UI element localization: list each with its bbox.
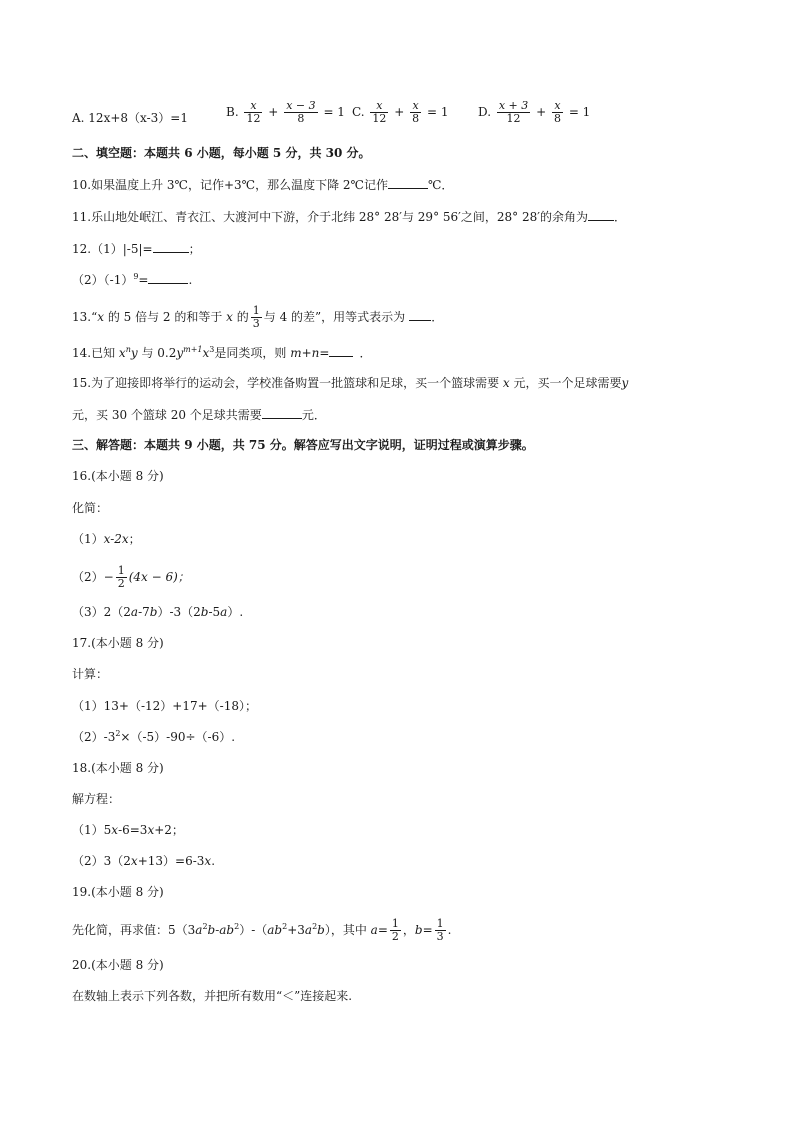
question-16-title: 16.(本小题 8 分) <box>72 469 164 483</box>
question-12-part-2: $(2)(-1)^9=$ . <box>72 272 193 287</box>
option-b: B. $\frac{x}{12}$ + $\frac{x - 3}{8}$ = 1 <box>226 99 345 125</box>
question-18-part-2: （2）3（2x+13）=6-3x. <box>72 854 216 868</box>
answer-blank[interactable] <box>262 406 302 419</box>
fraction: $\frac{x}{12}$ <box>246 99 261 125</box>
section-heading-fill-in: 二、填空题：本题共 6 小题，每小题 5 分，共 30 分。 <box>72 146 371 160</box>
question-18-part-1: （1）5x-6=3x+2； <box>72 823 184 837</box>
option-d: D. $\frac{x + 3}{12}$ + $\frac{x}{8}$ = 1 <box>478 99 591 125</box>
question-19-body: 先化简，再求值：$5(3a^2b-ab^2)-(ab^2+3a^2b)$，其中 a= $\frac{1}{2}$ ，b= $\frac{1}{3}$ . <box>72 917 452 943</box>
question-18-intro: 解方程： <box>72 792 121 806</box>
fraction: $\frac{x - 3}{8}$ <box>286 99 316 125</box>
answer-blank[interactable] <box>409 308 431 321</box>
question-16-part-2: （2）− $\frac{1}{2}$ (4x − 6)； <box>72 564 190 590</box>
fraction: $\frac{1}{3}$ <box>252 304 260 330</box>
fraction: $\frac{x}{8}$ <box>412 99 420 125</box>
question-17-part-1: （1）13+（-12）+17+（-18）； <box>72 699 257 713</box>
answer-blank[interactable] <box>388 176 428 189</box>
question-14: 14.已知 $x^ny$ 与 $0.2y^{m+1}x^3$是同类项，则 m+n= ． <box>72 345 372 360</box>
question-20-title: 20.(本小题 8 分) <box>72 958 164 972</box>
question-20-body: 在数轴上表示下列各数，并把所有数用“＜”连接起来. <box>72 989 353 1003</box>
answer-blank[interactable] <box>588 208 614 221</box>
fraction: $\frac{1}{2}$ <box>391 917 399 943</box>
question-16-part-3: （3）2（2a-7b）-3（2b-5a）. <box>72 605 244 619</box>
question-11: 11.乐山地处岷江、青衣江、大渡河中下游，介于北纬 28° 28′与 29° 56′之间，28° 28′的余角为 ． <box>72 210 626 224</box>
fraction: $\frac{1}{2}$ <box>117 564 125 590</box>
question-17-intro: 计算： <box>72 667 109 681</box>
option-c: C. $\frac{x}{12}$ + $\frac{x}{8}$ = 1 <box>352 99 449 125</box>
question-16-intro: 化简： <box>72 501 109 515</box>
section-heading-solve: 三、解答题：本题共 9 小题，共 75 分。解答应写出文字说明，证明过程或演算步骤。 <box>72 438 534 452</box>
fraction: $\frac{x}{8}$ <box>553 99 561 125</box>
question-17-part-2: $(2)-3^2\times(-5)-90\div(-6)$. <box>72 729 236 744</box>
option-a: A. 12x+8（x-3）=1 <box>72 111 188 125</box>
question-10: 10.如果温度上升 3℃，记作+3℃，那么温度下降 2℃记作 ℃． <box>72 178 454 192</box>
question-12-part-1: 12.（1）|-5|= ； <box>72 242 201 256</box>
fraction: $\frac{x + 3}{12}$ <box>498 99 529 125</box>
answer-blank[interactable] <box>329 344 353 357</box>
question-13: 13.“x 的 5 倍与 2 的和等于 x 的 $\frac{1}{3}$ 与 4 的差”，用等式表示为 ． <box>72 304 444 330</box>
question-17-title: 17.(本小题 8 分) <box>72 636 164 650</box>
answer-blank[interactable] <box>153 240 189 253</box>
answer-blank[interactable] <box>148 271 188 284</box>
question-19-title: 19.(本小题 8 分) <box>72 885 164 899</box>
fraction: $\frac{x}{12}$ <box>372 99 387 125</box>
question-15-line-1: 15.为了迎接即将举行的运动会，学校准备购置一批篮球和足球，买一个篮球需要 x 元，买一个足球需要y <box>72 376 629 390</box>
question-15-line-2: 元，买 30 个篮球 20 个足球共需要 元． <box>72 408 326 422</box>
question-18-title: 18.(本小题 8 分) <box>72 761 164 775</box>
question-16-part-1: （1）x-2x； <box>72 532 141 546</box>
fraction: $\frac{1}{3}$ <box>436 917 444 943</box>
